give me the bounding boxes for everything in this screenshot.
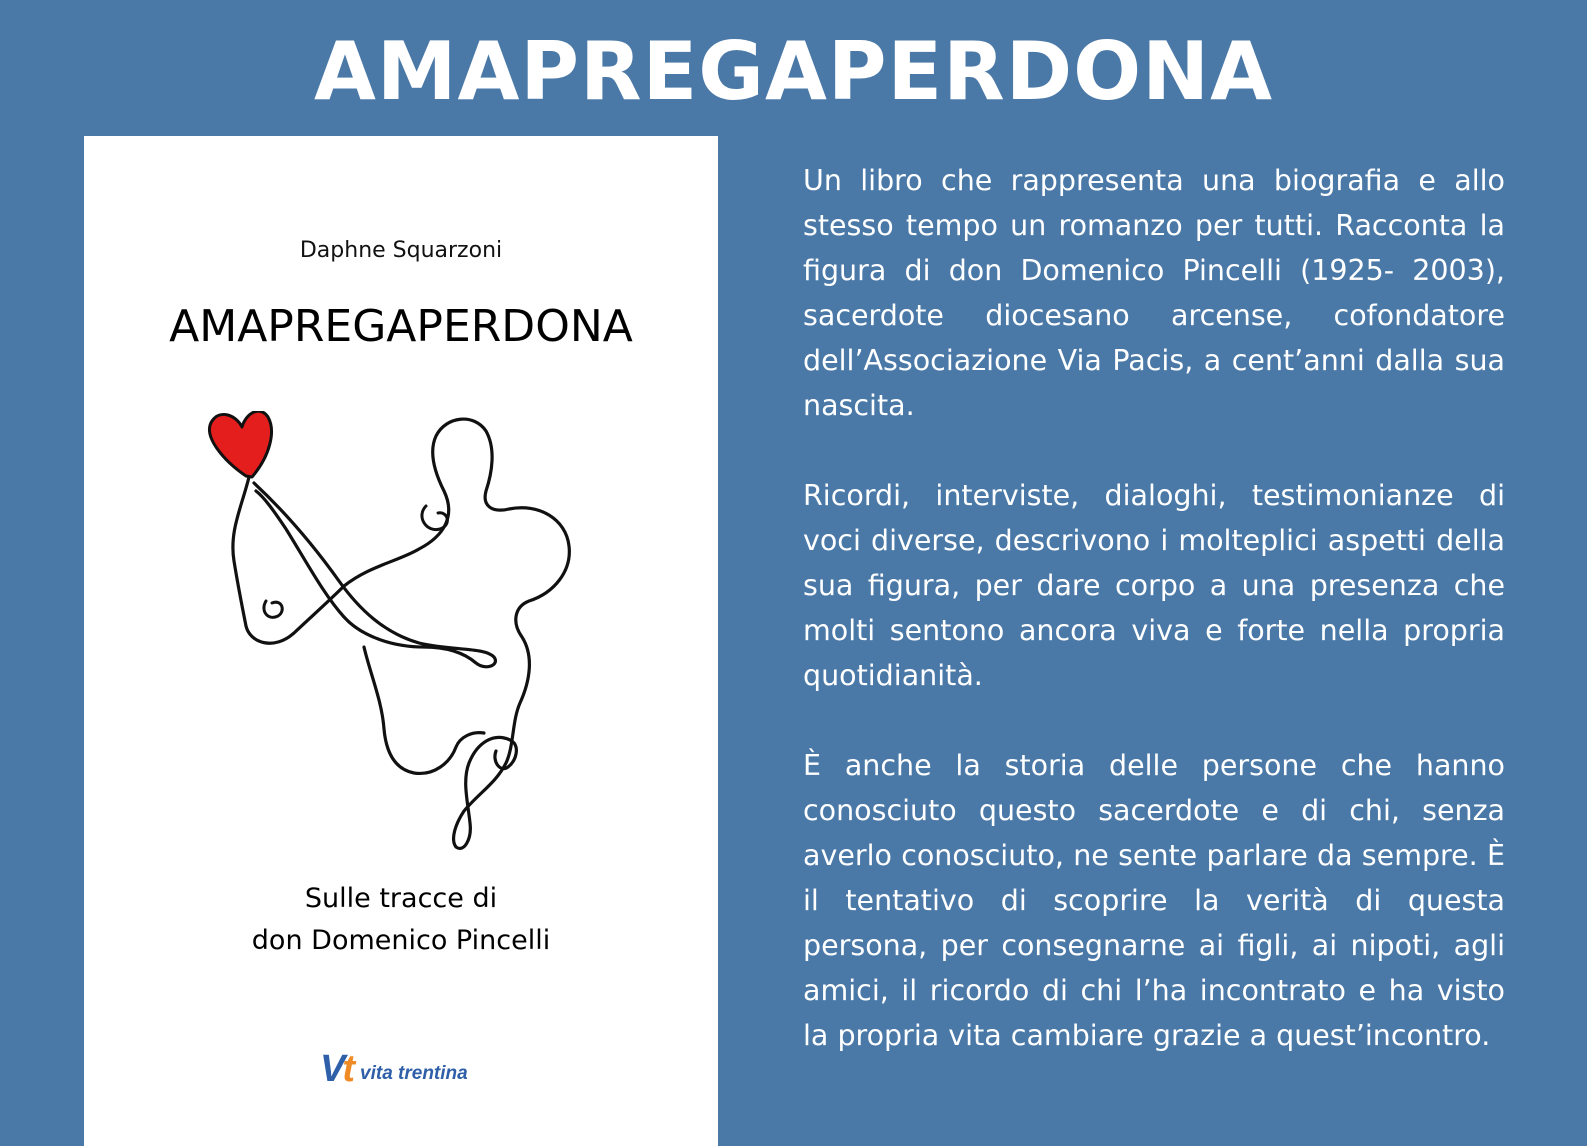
figure-line — [233, 419, 569, 848]
body-line — [364, 647, 484, 773]
description-paragraph: Ricordi, interviste, dialoghi, testimonianze di voci diverse, descrivono i molteplici aspetti della sua figura, per dare corpo a una presenza che molti sentono ancora viva e forte nella propria quotidianità. — [803, 479, 1505, 692]
book-cover — [84, 136, 718, 1146]
cover-subtitle-line2: don Domenico Pincelli — [251, 925, 551, 956]
page-title: AMAPREGAPERDONA — [313, 25, 1274, 118]
arm-line — [254, 483, 495, 667]
elbow-loop — [264, 601, 282, 617]
shoulder-loop — [422, 506, 447, 530]
description-paragraph: Un libro che rappresenta una biografia e allo stesso tempo un romanzo per tutti. Racconta la figura di don Domenico Pincelli (1925- 2003), sacerdote diocesano arcense, cofondatore dell’Associazione Via Pacis, a cent’anni dalla sua nascita. — [803, 164, 1505, 422]
cover-author: Daphne Squarzoni — [299, 238, 503, 263]
cover-subtitle — [84, 878, 718, 962]
cover-subtitle-line1: Sulle tracce di — [304, 883, 498, 914]
publisher-mark-icon: Vt — [320, 1048, 353, 1090]
book-description — [803, 158, 1505, 1103]
description-paragraph: È anche la storia delle persone che hanno conosciuto questo sacerdote e di chi, senza averlo conosciuto, ne sente parlare da sempre. È il tentativo di scoprire la verità di questa persona, per consegnarne ai figli, ai nipoti, agli amici, il ricordo di chi l’ha incontrato e ha visto la propria vita cambiare grazie a quest’incontro. — [803, 749, 1505, 1052]
publisher-name: vita trentina — [360, 1063, 468, 1084]
heart-figure-illustration — [194, 411, 594, 851]
heart-icon — [210, 411, 272, 477]
publisher-logo — [320, 1049, 468, 1089]
cover-title: AMAPREGAPERDONA — [169, 301, 633, 352]
